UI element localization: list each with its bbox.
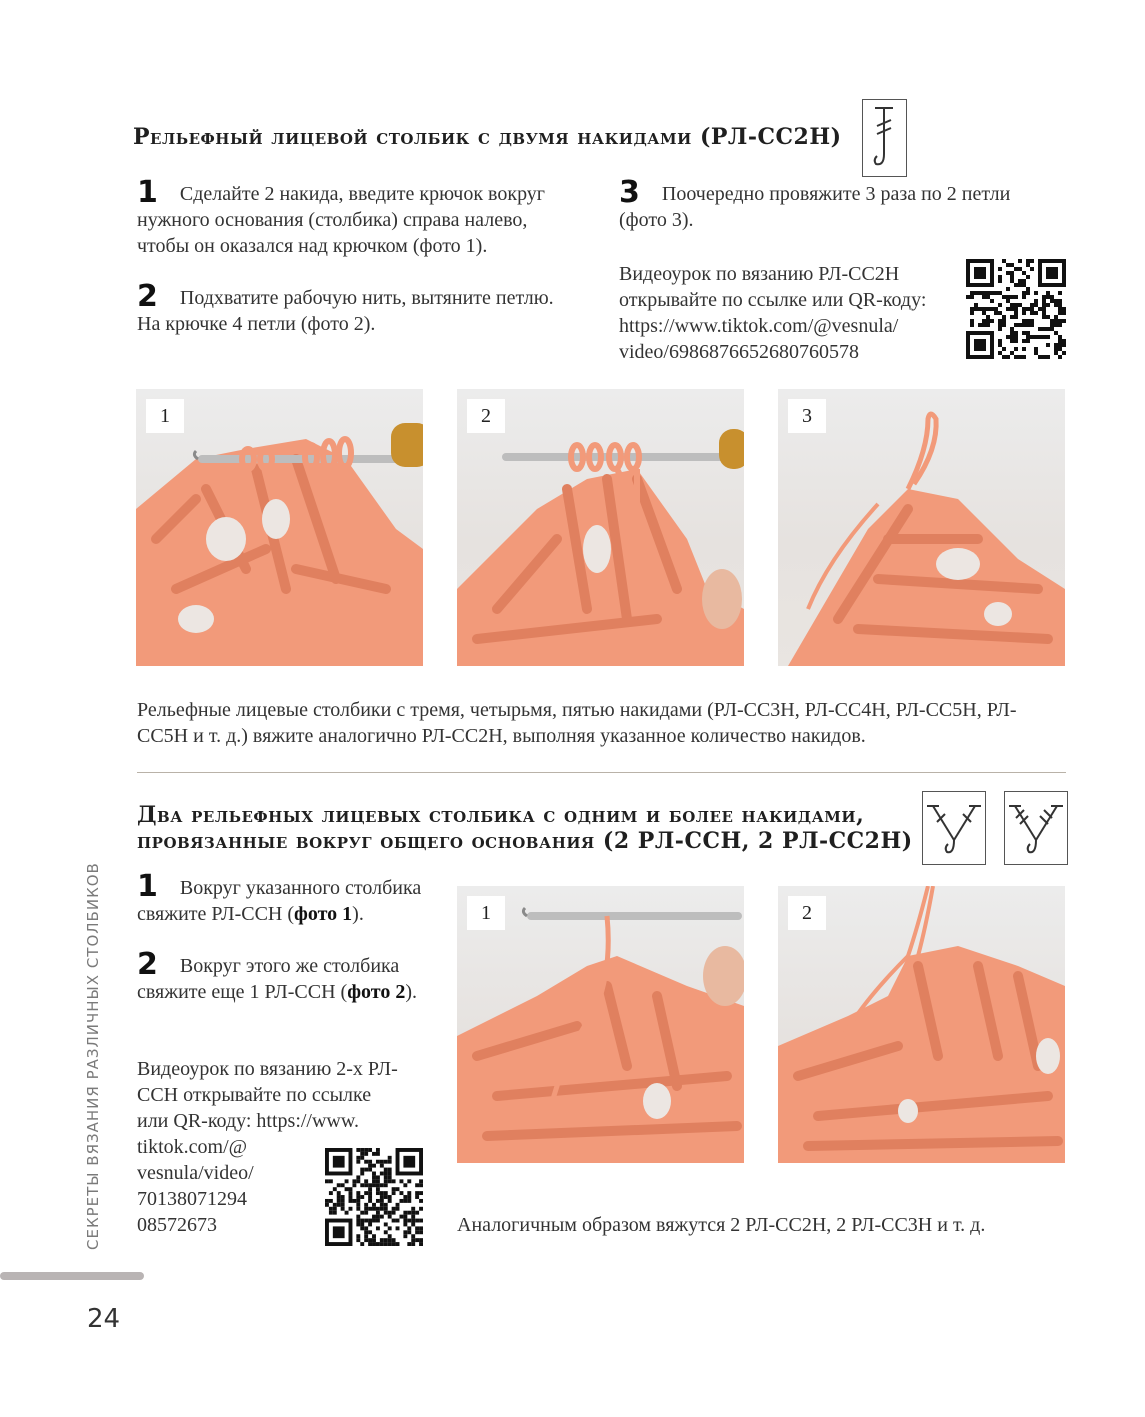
- section2-title-line-2: провязанные вокруг общего основания (2 РЛ-ССН, 2 РЛ-СС2Н): [137, 828, 913, 854]
- photo-1: [136, 389, 423, 666]
- video2-line-2: ССН открывайте по ссылке: [137, 1084, 372, 1106]
- photo-1-label: 1: [146, 399, 184, 433]
- section2-title: [137, 802, 917, 854]
- photo-s2-1: [457, 886, 744, 1163]
- section2-title-line-1: Два рельефных лицевых столбика с одним и более накидами,: [137, 802, 865, 828]
- step-1-number: 1: [137, 175, 158, 210]
- page-number: 24: [87, 1304, 121, 1334]
- s2-step-1: [137, 869, 427, 927]
- step-3-number: 3: [619, 175, 640, 210]
- step-1-text: Сделайте 2 накида, введите крючок вокруг нужного основания (столбика) справа налево, чтобы он оказался над крючком (фото 1).: [137, 183, 546, 257]
- photo-2-label: 2: [467, 399, 505, 433]
- page-edge-bar: [0, 1272, 144, 1280]
- step-2: [137, 279, 577, 337]
- video2-line-5: vesnula/video/: [137, 1162, 254, 1184]
- video2-line-7: 08572673: [137, 1214, 217, 1236]
- two-fpdc-symbol-icon: [922, 791, 986, 865]
- section-divider: [137, 772, 1066, 773]
- s2-step-2-text: Вокруг этого же столбика свяжите еще 1 РЛ-ССН (: [137, 955, 400, 1003]
- video2-line-6: 70138071294: [137, 1188, 247, 1210]
- s2-step-2-end: ).: [405, 981, 417, 1003]
- s2-step-1-text: Вокруг указанного столбика свяжите РЛ-ССН (: [137, 877, 422, 925]
- two-fpdc2-symbol-icon: [1004, 791, 1068, 865]
- step-3: [619, 175, 1049, 233]
- photo-s2-2: [778, 886, 1065, 1163]
- s2-step-1-number: 1: [137, 869, 158, 904]
- photo-s2-2-label: 2: [788, 896, 826, 930]
- s2-step-2-photo-ref: фото 2: [347, 981, 406, 1003]
- section1-note: Рельефные лицевые столбики с тремя, четырьмя, пятью накидами (РЛ-СС3Н, РЛ-СС4Н, РЛ-СС5Н, РЛ-СС5Н и т. д.) вяжите аналогично РЛ-СС2Н, выполняя указанное количество накидов.: [137, 699, 1017, 747]
- step-2-number: 2: [137, 279, 158, 314]
- photo-s2-1-label: 1: [467, 896, 505, 930]
- s2-step-2: [137, 947, 427, 1005]
- photo-2: [457, 389, 744, 666]
- qr-code-2-icon[interactable]: [325, 1148, 423, 1246]
- s2-step-1-end: ).: [352, 903, 364, 925]
- video2-line-3: или QR-коду: https://www.: [137, 1110, 360, 1132]
- qr-code-icon[interactable]: [966, 259, 1066, 359]
- photo-3-label: 3: [788, 399, 826, 433]
- section1-title: Рельефный лицевой столбик с двумя накидами (РЛ-СС2Н): [133, 124, 842, 150]
- video2-line-4: tiktok.com/@: [137, 1136, 248, 1158]
- step-2-text: Подхватите рабочую нить, вытяните петлю. На крючке 4 петли (фото 2).: [137, 287, 554, 335]
- fpdc-symbol-icon: [862, 99, 907, 177]
- video2-line-1: Видеоурок по вязанию 2-х РЛ-: [137, 1058, 398, 1080]
- sidebar-chapter-title: СЕКРЕТЫ ВЯЗАНИЯ РАЗЛИЧНЫХ СТОЛБИКОВ: [84, 862, 102, 1250]
- s2-step-1-photo-ref: фото 1: [294, 903, 353, 925]
- video-link-text-1: Видеоурок по вязанию РЛ-СС2Н открывайте по ссылке или QR-коду: https://www.tiktok.com/@vesnula/ video/6986876652680760578: [619, 263, 927, 363]
- photo-3: [778, 389, 1065, 666]
- s2-step-2-number: 2: [137, 947, 158, 982]
- step-3-text: Поочередно провяжите 3 раза по 2 петли (фото 3).: [619, 183, 1011, 231]
- section2-note: Аналогичным образом вяжутся 2 РЛ-СС2Н, 2 РЛ-СС3Н и т. д.: [457, 1214, 986, 1236]
- step-1: [137, 175, 577, 259]
